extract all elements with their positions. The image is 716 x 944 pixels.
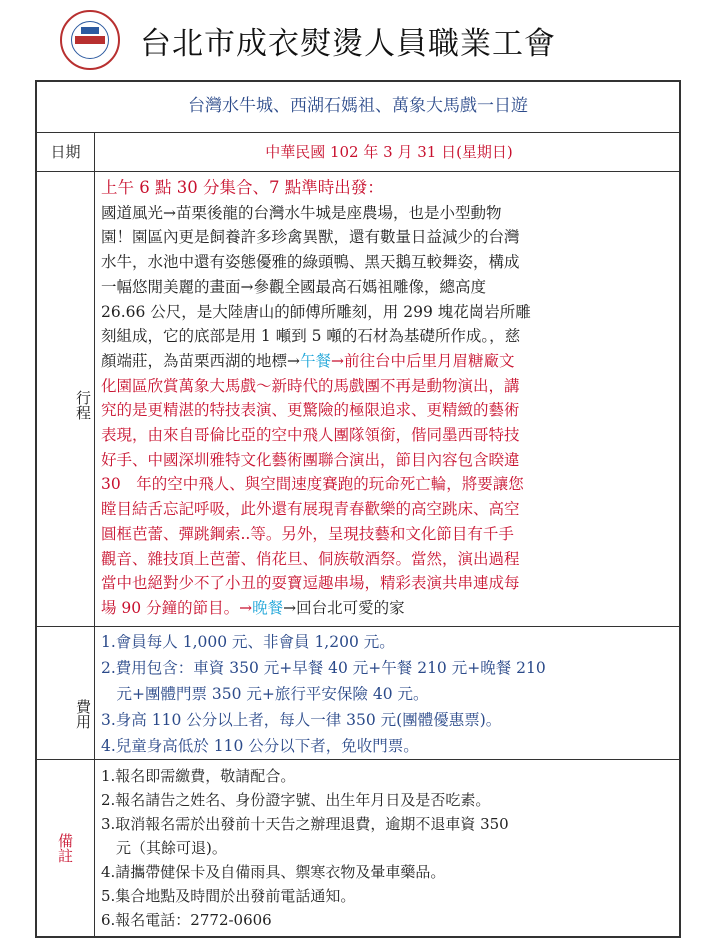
itinerary-label: 行程 <box>37 172 95 626</box>
itinerary-line <box>101 522 677 547</box>
note-line: 1.報名即需繳費，敬請配合。 <box>101 767 296 785</box>
itinerary-text: 表現，由來自哥倫比亞的空中飛人團隊領銜，偕同墨西哥特技 <box>101 426 520 445</box>
note-line: 5.集合地點及時間於出發前電話通知。 <box>101 887 356 905</box>
page-header <box>0 0 716 82</box>
itinerary-line <box>101 448 677 473</box>
fee-line: 1.會員每人 1,000 元、非會員 1,200 元。 <box>101 633 395 651</box>
notes-row <box>37 760 679 936</box>
itinerary-text: 觀音、雜技頂上芭蕾、俏花旦、侗族敬酒祭。當然，演出過程 <box>101 549 520 568</box>
itinerary-text: 園！園區內更是飼養許多珍禽異獸，還有數量日益減少的台灣 <box>101 228 520 247</box>
notes-label: 備註 <box>37 760 95 936</box>
itinerary-lines <box>101 201 677 621</box>
date-label: 日期 <box>37 133 95 171</box>
itinerary-line <box>101 423 677 448</box>
itinerary-line <box>101 398 677 423</box>
itinerary-text: 一幅悠閒美麗的畫面→參觀全國最高石媽祖雕像，總高度 <box>101 277 486 296</box>
itinerary-line <box>101 374 677 399</box>
itinerary-text: →前往台中后里月眉糖廠文 <box>331 351 515 370</box>
itinerary-text: 國道風光→苗栗後龍的台灣水牛城是座農場，也是小型動物 <box>101 203 502 222</box>
itinerary-line <box>101 225 677 250</box>
notes-content <box>101 764 677 932</box>
date-value: 中華民國 102 年 3 月 31 日(星期日) <box>265 143 513 161</box>
itinerary-line <box>101 596 677 621</box>
note-line: 3.取消報名需於出發前十天告之辦理退費，逾期不退車資 350 <box>101 815 509 833</box>
note-line: 6.報名電話：2772-0606 <box>101 911 272 929</box>
itinerary-text: 究的是更精湛的特技表演、更驚險的極限追求、更精緻的藝術 <box>101 401 520 420</box>
itinerary-line <box>101 201 677 226</box>
org-title: 台北市成衣熨燙人員職業工會 <box>140 26 556 62</box>
fees-row <box>37 627 679 760</box>
fee-line: 3.身高 110 公分以上者，每人一律 350 元(團體優惠票)。 <box>101 711 502 729</box>
itinerary-line <box>101 497 677 522</box>
itinerary-text: 瞠目結舌忘記呼吸，此外還有展現青春歡樂的高空跳床、高空 <box>101 500 520 519</box>
itinerary-line <box>101 571 677 596</box>
itinerary-text: 好手、中國深圳雅特文化藝術團聯合演出，節目內容包含睽違 <box>101 450 520 469</box>
note-line: 2.報名請告之姓名、身份證字號、出生年月日及是否吃素。 <box>101 791 491 809</box>
itinerary-line <box>101 275 677 300</box>
itinerary-header: 上午 6 點 30 分集合、7 點準時出發： <box>101 178 384 197</box>
fee-line: 元+團體門票 350 元+旅行平安保險 40 元。 <box>101 685 429 703</box>
itinerary-line <box>101 324 677 349</box>
fees-label: 費用 <box>37 627 95 759</box>
note-line: 元（其餘可退)。 <box>101 839 227 857</box>
fee-line: 4.兒童身高低於 110 公分以下者，免收門票。 <box>101 737 419 755</box>
itinerary-line <box>101 472 677 497</box>
itinerary-text: 化園區欣賞萬象大馬戲～新時代的馬戲團不再是動物演出，講 <box>101 376 520 395</box>
note-line: 4.請攜帶健保卡及自備雨具、禦寒衣物及暈車藥品。 <box>101 863 446 881</box>
fee-line: 2.費用包含：車資 350 元+早餐 40 元+午餐 210 元+晚餐 210 <box>101 659 546 677</box>
itinerary-line <box>101 547 677 572</box>
itinerary-text: 刻組成，它的底部是用 1 噸到 5 噸的石材為基礎所作成。，慈 <box>101 327 521 346</box>
itinerary-text: →回台北可愛的家 <box>283 598 405 617</box>
itinerary-text: 水牛，水池中還有姿態優雅的綠頭鴨、黑天鵝互較舞姿，構成 <box>101 253 520 272</box>
itinerary-row <box>37 172 679 627</box>
itinerary-line <box>101 250 677 275</box>
itinerary-text: 場 90 分鐘的節目。→ <box>101 598 253 617</box>
itinerary-content <box>101 176 677 621</box>
itinerary-text: 顏端莊，為苗栗西湖的地標→ <box>101 351 300 370</box>
union-logo-icon <box>60 10 120 70</box>
trip-table <box>35 80 681 938</box>
itinerary-text: 26.66 公尺，是大陸唐山的師傅所雕刻，用 299 塊花崗岩所雕 <box>101 302 531 321</box>
itinerary-line <box>101 349 677 374</box>
itinerary-text: 當中也絕對少不了小丑的耍寶逗趣串場，精彩表演共串連成每 <box>101 574 520 593</box>
itinerary-text: 晚餐 <box>252 598 284 617</box>
date-row <box>37 133 679 172</box>
trip-title: 台灣水牛城、西湖石媽祖、萬象大馬戲一日遊 <box>37 82 679 133</box>
itinerary-text: 圓框芭蕾、彈跳鋼索..等。另外，呈現技藝和文化節目有千手 <box>101 524 514 543</box>
itinerary-text: 午餐 <box>300 351 332 370</box>
itinerary-line <box>101 300 677 325</box>
itinerary-text: 30 年的空中飛人、與空間速度賽跑的玩命死亡輪，將要讓您 <box>101 475 524 494</box>
fees-content <box>101 629 677 759</box>
